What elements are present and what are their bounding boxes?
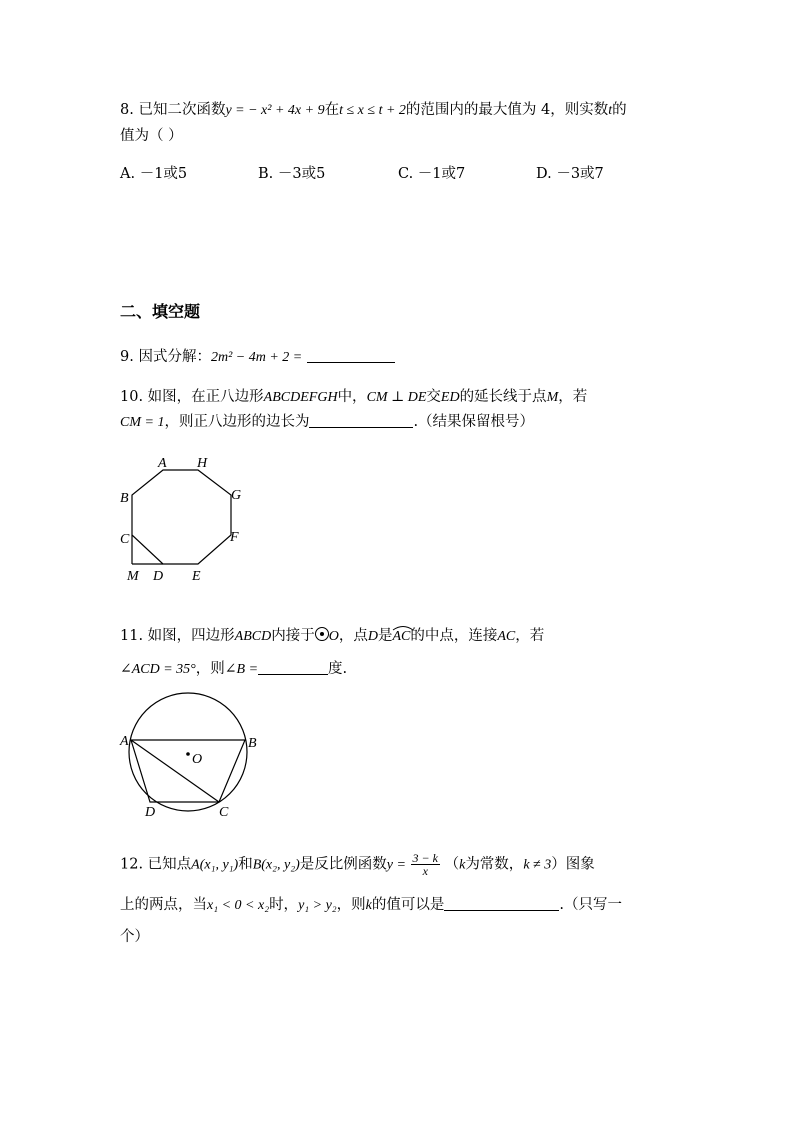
point-a: A(x₁, y₁)	[191, 857, 239, 873]
circle-figure	[112, 690, 272, 820]
q10-answer-blank[interactable]	[309, 413, 413, 428]
q12-answer-blank[interactable]	[444, 896, 559, 911]
label-d: D	[145, 805, 156, 820]
fraction: $\frac{3 - k}{x}$	[412, 851, 438, 878]
arc-icon	[392, 625, 414, 631]
q9-expression: 2m² − 4m + 2 =	[210, 350, 303, 365]
q11-line1: 11. 如图，四边形ABCD内接于 O，点D是 AC的中点，连接AC，若	[120, 624, 544, 645]
circle-o	[129, 693, 247, 811]
octagon-figure	[112, 450, 262, 590]
q10-line1: 10. 如图，在正八边形ABCDEFGH中，CM ⊥ DE交ED的延长线于点M，若	[120, 389, 588, 405]
q11-line2: ∠ACD = 35°，则∠B = 度.	[120, 661, 348, 677]
q8-option-b: B. －3或5	[258, 166, 326, 182]
q8-line1: 8. 已知二次函数y = − x² + 4x + 9在t ≤ x ≤ t + 2的范围内的最大值为 4，则实数t的	[120, 102, 627, 118]
label-d: D	[153, 569, 164, 584]
label-g: G	[231, 488, 242, 503]
q8-line2: 值为（ ）	[120, 128, 183, 144]
circle-symbol-icon	[315, 627, 329, 641]
q8-function: y = − x² + 4x + 9	[225, 103, 325, 118]
label-m: M	[127, 569, 139, 584]
label-h: H	[197, 456, 208, 471]
diagonal-ac	[131, 740, 219, 802]
label-b: B	[248, 736, 257, 751]
quadrilateral-abcd	[131, 740, 245, 802]
label-c: C	[120, 532, 130, 547]
octagon-shape	[132, 470, 231, 564]
label-a: A	[120, 734, 129, 749]
center-point	[186, 752, 190, 756]
q10-line2: CM = 1，则正八边形的边长为 .（结果保留根号）	[120, 414, 535, 430]
q12-line1: 12. 已知点A(x₁, y₁)和B(x₂, y₂)是反比例函数y = $\frac{3 - k}{x}$ （k为常数，k ≠ 3）图象	[120, 851, 595, 878]
point-b: B(x₂, y₂)	[252, 857, 300, 873]
q8-option-c: C. －1或7	[398, 166, 466, 182]
q11-answer-blank[interactable]	[258, 660, 328, 675]
label-f: F	[230, 530, 239, 545]
q9: 9. 因式分解：2m² − 4m + 2 =	[120, 345, 395, 366]
q8-option-d: D. －3或7	[536, 166, 604, 182]
q9-answer-blank[interactable]	[307, 348, 395, 363]
label-c: C	[219, 805, 229, 820]
label-o: O	[192, 752, 203, 767]
section-heading: 二、填空题	[120, 302, 201, 321]
label-a: A	[158, 456, 167, 471]
q8-option-a: A. －1或5	[120, 166, 188, 182]
label-e: E	[192, 569, 201, 584]
q12-line3: 个）	[120, 929, 149, 945]
q12-line2: 上的两点，当x₁ < 0 < x₂时，y₁ > y₂，则k的值可以是 .（只写一	[120, 897, 622, 913]
arc-ac: AC	[392, 629, 410, 644]
label-b: B	[120, 491, 129, 506]
q8-range: t ≤ x ≤ t + 2	[339, 103, 406, 118]
